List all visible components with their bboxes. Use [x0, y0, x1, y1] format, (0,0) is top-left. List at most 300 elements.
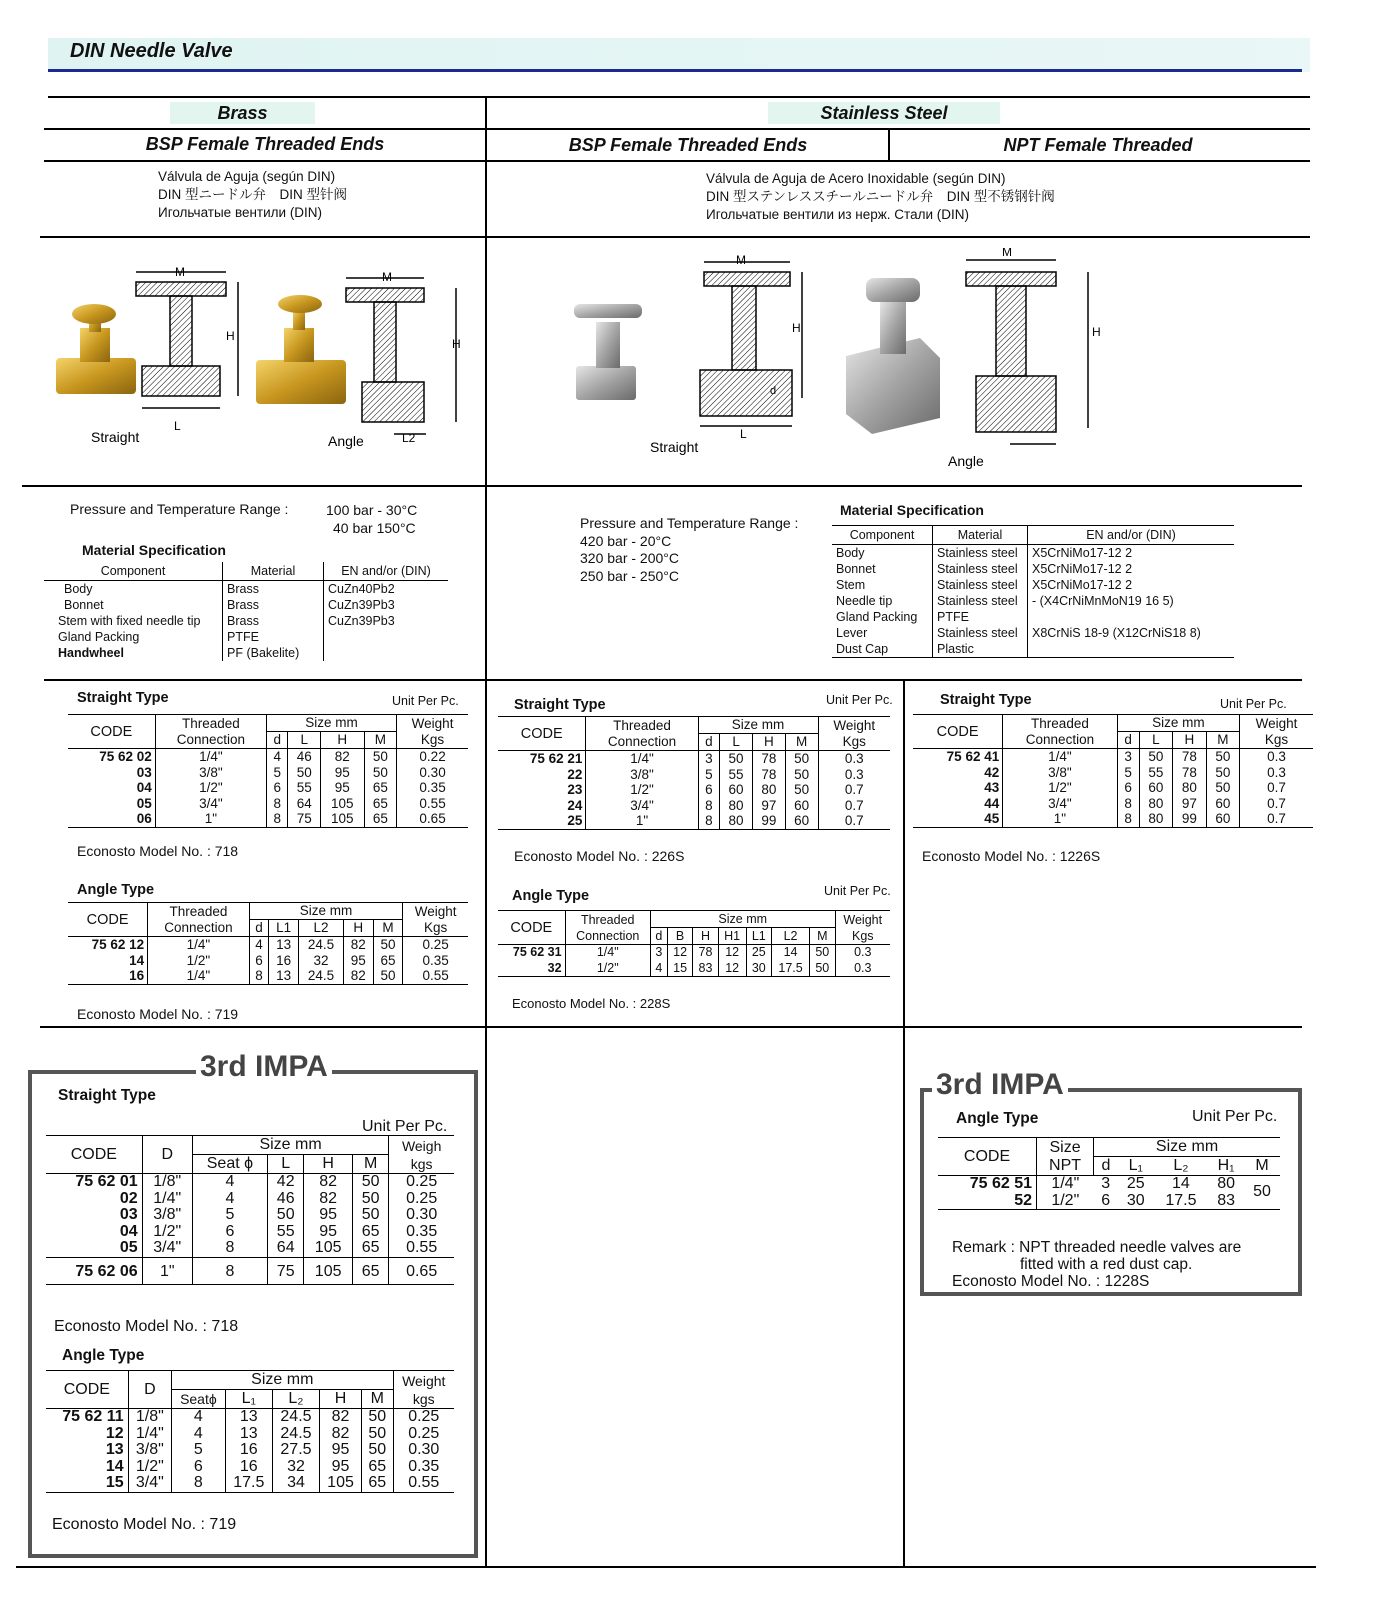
impa-right-title: 3rd IMPA [932, 1068, 1068, 1102]
table-cell: 50 [720, 751, 753, 767]
table-cell: 1/8" [128, 1409, 171, 1426]
table-cell: 50 [785, 782, 818, 798]
brass-straight-table [68, 714, 468, 828]
dim-l2-label: L2 [402, 431, 416, 445]
name-jp-cn: DIN 型ステンレススチールニードル弁 DIN 型不锈钢针阀 [706, 189, 1055, 204]
brass-material-table [44, 562, 448, 661]
cell: Stem [836, 578, 866, 592]
col-size-mm: Size mm [1094, 1138, 1280, 1157]
col-weight [389, 1136, 454, 1174]
ss-bsp-heading: BSP Female Threaded Ends [568, 135, 808, 155]
table-cell: 65 [352, 1240, 388, 1257]
col-size-mm: Size mm [650, 911, 835, 928]
table-cell: 13 [225, 1409, 272, 1426]
table-row [46, 1240, 454, 1257]
remark-line1: Remark : NPT threaded needle valves are [952, 1239, 1242, 1256]
table-cell: 78 [752, 767, 785, 783]
ss-straight-table [498, 716, 890, 830]
cell [1028, 641, 1235, 658]
col-L2: L2 [299, 920, 344, 937]
table-cell: 95 [304, 1224, 353, 1241]
code-cell: 75 62 02 [99, 749, 152, 764]
ss-valve-images [500, 248, 1120, 478]
table-cell: 0.30 [397, 765, 468, 781]
code-cell: 03 [119, 1206, 138, 1223]
table-cell: 80 [1217, 1175, 1235, 1192]
angle-caption: Angle [948, 453, 984, 469]
table-cell: 0.25 [393, 1426, 454, 1443]
table-row [913, 749, 1313, 765]
table-cell: 8 [267, 811, 288, 827]
table-cell: 0.55 [393, 1475, 454, 1492]
col-M: M [362, 1390, 394, 1409]
table-cell: 3/4" [142, 1240, 192, 1257]
table-cell: 16 [225, 1442, 272, 1459]
table-cell: 0.35 [389, 1224, 454, 1241]
table-cell: 1/2" [128, 1459, 171, 1476]
cell: Stainless steel [933, 625, 1028, 641]
table-cell: 0.65 [397, 811, 468, 827]
cell: Body [836, 546, 865, 560]
code-cell: 75 62 01 [75, 1173, 138, 1190]
table-cell: 14 [1172, 1175, 1190, 1192]
code-cell: 52 [938, 1193, 1037, 1210]
brass-bsp-heading: BSP Female Threaded Ends [145, 134, 385, 154]
table-cell: 3/4" [1003, 796, 1117, 812]
table-cell: 25 [746, 945, 771, 961]
col-H: H [304, 1155, 353, 1174]
table-cell: 82 [343, 937, 373, 953]
cell: Needle tip [836, 594, 893, 608]
divider [44, 128, 1310, 130]
straight-caption: Straight [650, 439, 699, 455]
table-row [68, 811, 468, 827]
table-cell: 80 [1139, 796, 1172, 812]
table-cell: 0.55 [397, 796, 468, 812]
table-cell: 42 [268, 1174, 304, 1191]
brass-angle-photo [256, 295, 346, 404]
code-cell: 75 62 41 [946, 749, 1000, 764]
table-cell: 50 [810, 945, 835, 961]
col-d: d [650, 928, 667, 945]
table-row [46, 1426, 454, 1443]
table-cell: 80 [752, 782, 785, 798]
col-component: Component [44, 562, 223, 581]
col-H: H [1173, 732, 1206, 749]
code-cell: 15 [46, 1475, 128, 1492]
code-cell: 24 [567, 797, 583, 813]
col-kgs-line: Kgs [851, 928, 874, 943]
table-cell: 1/4" [142, 1191, 192, 1208]
table-cell: 50 [362, 1409, 394, 1426]
table-cell: 105 [320, 811, 364, 827]
cell: Bonnet [836, 562, 876, 576]
col-d: d [698, 734, 720, 751]
code-cell: 13 [105, 1441, 124, 1458]
table-cell: 1" [155, 811, 266, 827]
table-cell: 4 [172, 1426, 226, 1443]
code-cell: 44 [984, 795, 1000, 811]
ss-straight-drawing [700, 262, 802, 426]
table-cell: 17.5 [225, 1475, 272, 1492]
table-cell: 50 [362, 1426, 394, 1443]
table-cell: 1/4" [128, 1426, 171, 1443]
table-row [498, 782, 890, 798]
table-cell: 65 [362, 1475, 394, 1492]
cell: X8CrNiS 18-9 (X12CrNiS18 8) [1028, 625, 1235, 641]
code-cell: 32 [498, 961, 565, 977]
table-cell: 80 [1173, 780, 1206, 796]
table-cell: 8 [698, 798, 720, 814]
table-cell: 55 [720, 767, 753, 783]
table-cell: 6 [192, 1224, 267, 1241]
unit-label: Unit Per Pc. [824, 884, 891, 898]
remark-line2: fitted with a red dust cap. [1020, 1256, 1193, 1273]
npt-straight-table [913, 714, 1313, 828]
table-cell: 1/4" [565, 945, 650, 961]
table-cell: 3/8" [1003, 765, 1117, 781]
col-L₁: L₁ [1118, 1157, 1154, 1176]
cell: Brass [223, 613, 324, 629]
col-threaded-line: Threaded [181, 715, 240, 731]
col-material: Material [933, 526, 1028, 545]
table-cell: 4 [192, 1174, 267, 1191]
brass-angle-heading: Angle Type [77, 882, 155, 898]
unit-label: Unit Per Pc. [1192, 1108, 1278, 1125]
brass-label: Brass [170, 102, 315, 124]
col-weight-line: Weight [414, 903, 457, 919]
stainless-label: Stainless Steel [768, 102, 1000, 124]
col-M: M [364, 732, 397, 749]
cell: X5CrNiMo17-12 2 [1028, 577, 1235, 593]
table-cell: 65 [364, 780, 397, 796]
table-cell: 50 [1206, 780, 1239, 796]
cell: Stainless steel [933, 561, 1028, 577]
ss-straight-photo [574, 304, 642, 400]
table-cell: 0.30 [389, 1207, 454, 1224]
table-cell: 8 [249, 968, 269, 984]
col-connection-line: Connection [176, 731, 246, 747]
table-cell: 24.5 [299, 937, 344, 953]
col-threaded-line: Threaded [613, 717, 671, 733]
table-cell: 83 [1208, 1193, 1244, 1210]
table-cell: 3 [1101, 1175, 1111, 1192]
table-cell: 0.3 [835, 961, 890, 977]
table-cell: 1/2" [565, 961, 650, 977]
table-cell: 50 [352, 1207, 388, 1224]
table-cell: 1/2" [148, 953, 250, 969]
m-value: 50 [1244, 1176, 1280, 1210]
unit-label: Unit Per Pc. [392, 694, 459, 708]
brass-straight-drawing [136, 272, 238, 408]
table-row [68, 968, 468, 984]
table-row [498, 945, 890, 961]
brass-straight-photo [56, 304, 136, 394]
table-cell: 97 [1173, 796, 1206, 812]
table-cell: 60 [720, 782, 753, 798]
table-cell: 50 [1206, 765, 1239, 781]
code-cell: 04 [136, 780, 152, 795]
table-cell: 105 [320, 796, 364, 812]
table-cell: 80 [720, 798, 753, 814]
table-cell: 15 [667, 961, 692, 977]
cell [1028, 609, 1235, 625]
col-weight-line: Weight [411, 715, 454, 731]
title-banner [48, 38, 1310, 72]
table-row [832, 561, 1234, 577]
table-cell: 17.5 [1154, 1193, 1208, 1210]
col-H: H [320, 1390, 362, 1409]
table-row [913, 811, 1313, 827]
table-row [46, 1409, 454, 1426]
table-cell: 55 [1139, 765, 1172, 781]
ss-npt-heading: NPT Female Threaded [1003, 135, 1193, 155]
impa-left-title: 3rd IMPA [196, 1050, 332, 1084]
angle-caption: Angle [328, 433, 364, 449]
table-cell: 64 [288, 796, 321, 812]
col-kgs-line: kgs [412, 1390, 435, 1407]
col-code: CODE [46, 1371, 128, 1409]
table-cell: 6 [249, 953, 269, 969]
col-d: D [128, 1371, 171, 1409]
table-row [46, 1191, 454, 1208]
col-kgs-line: Kgs [420, 731, 445, 747]
model-number: Econosto Model No. : 718 [54, 1318, 239, 1335]
table-cell: 0.35 [403, 953, 468, 969]
cell: PTFE [933, 609, 1028, 625]
table-cell: 1/8" [142, 1174, 192, 1191]
col-threaded-line: Threaded [1031, 715, 1089, 731]
col-weight-line: Weight [833, 717, 876, 733]
table-cell: 50 [373, 968, 403, 984]
model-number: Econosto Model No. : 228S [512, 996, 671, 1011]
table-cell: 13 [269, 937, 299, 953]
name-ru: Игольчатые вентили (DIN) [158, 205, 323, 220]
col-H: H [752, 734, 785, 751]
code-cell: 75 62 21 [529, 751, 583, 766]
table-row [498, 813, 890, 829]
dim-h-label: H [226, 329, 235, 343]
table-cell: 5 [1117, 765, 1139, 781]
table-cell: 64 [268, 1240, 304, 1257]
table-cell: 1/2" [155, 780, 266, 796]
table-cell: 1/4" [148, 968, 250, 984]
col-size-line: Size [1049, 1138, 1081, 1156]
table-cell: 1/4" [155, 749, 266, 765]
table-row [44, 613, 448, 629]
cell: X5CrNiMo17-12 2 [1028, 545, 1235, 562]
model-number: Econosto Model No. : 719 [77, 1006, 239, 1022]
table-cell: 95 [320, 1459, 362, 1476]
table-row [46, 1459, 454, 1476]
impa-angle-heading: Angle Type [956, 1110, 1039, 1127]
table-cell: 3 [650, 945, 667, 961]
table-cell: 78 [693, 945, 718, 961]
table-cell: 80 [1139, 811, 1172, 827]
col-size-mm: Size mm [249, 903, 403, 920]
table-cell: 55 [288, 780, 321, 796]
table-cell: 50 [1206, 749, 1239, 765]
cell: Stem with fixed needle tip [58, 614, 201, 628]
cell [324, 629, 449, 645]
table-cell: 65 [352, 1257, 388, 1285]
dim-h-label: H [792, 321, 801, 335]
col-H₁: H₁ [1208, 1157, 1244, 1176]
table-row [913, 796, 1313, 812]
table-cell: 0.25 [389, 1174, 454, 1191]
table-cell: 82 [343, 968, 373, 984]
col-threaded [586, 717, 698, 751]
code-cell: 14 [129, 952, 145, 968]
table-row [832, 609, 1234, 625]
table-cell: 95 [343, 953, 373, 969]
dim-m-label: M [736, 253, 746, 267]
col-weight [1240, 715, 1313, 749]
ss-angle-drawing [966, 260, 1088, 444]
model-number: Econosto Model No. : 718 [77, 843, 239, 859]
col-kgs-line: Kgs [424, 919, 448, 935]
table-cell: 3/4" [128, 1475, 171, 1492]
table-cell: 83 [693, 961, 718, 977]
table-cell: 0.7 [818, 798, 890, 814]
table-cell: 0.7 [818, 782, 890, 798]
table-cell: 0.7 [1240, 811, 1313, 827]
table-cell: 0.55 [403, 968, 468, 984]
unit-label: Unit Per Pc. [362, 1118, 448, 1135]
cell [324, 645, 449, 661]
col-size-mm: Size mm [698, 717, 818, 734]
code-cell: 22 [567, 766, 583, 782]
table-cell: 1/2" [1003, 780, 1117, 796]
col-threaded-line: Threaded [580, 912, 635, 927]
col-L2: L2 [772, 928, 810, 945]
ss-angle-table [498, 910, 890, 977]
table-cell: 17.5 [772, 961, 810, 977]
table-cell: 14 [772, 945, 810, 961]
table-cell: 50 [364, 749, 397, 765]
table-cell: 97 [752, 798, 785, 814]
table-cell: 4 [267, 749, 288, 765]
divider [22, 485, 1302, 487]
col-code: CODE [68, 715, 155, 749]
table-row [938, 1176, 1280, 1193]
table-cell: 3/4" [155, 796, 266, 812]
table-row [498, 767, 890, 783]
table-row [832, 545, 1234, 562]
table-cell: 0.25 [393, 1409, 454, 1426]
ss-angle-photo [846, 278, 940, 434]
table-cell: 8 [192, 1240, 267, 1257]
table-cell: 50 [352, 1191, 388, 1208]
table-row [68, 937, 468, 953]
table-cell: 0.3 [835, 945, 890, 961]
table-cell: 50 [362, 1442, 394, 1459]
cell: Dust Cap [832, 641, 933, 658]
table-cell: 50 [364, 765, 397, 781]
col-H1: H1 [718, 928, 746, 945]
table-cell: 0.55 [389, 1240, 454, 1257]
code-cell: 12 [105, 1424, 124, 1442]
code-cell: 04 [119, 1222, 138, 1240]
table-cell: 60 [1139, 780, 1172, 796]
col-L: L [720, 734, 753, 751]
col-weight [393, 1371, 454, 1409]
table-row [44, 645, 448, 661]
table-row [498, 751, 890, 767]
table-cell: 99 [1173, 811, 1206, 827]
model-number: Econosto Model No. : 226S [514, 848, 685, 864]
table-cell: 1/4" [586, 751, 698, 767]
table-cell: 95 [320, 780, 364, 796]
table-cell: 0.25 [389, 1191, 454, 1208]
title-underline [48, 69, 1302, 72]
ss-pressure-line: 420 bar - 20°C [580, 533, 672, 549]
ss-pressure-line: 320 bar - 200°C [580, 550, 679, 566]
col-L1: L1 [746, 928, 771, 945]
table-cell: 12 [718, 961, 746, 977]
table-cell: 5 [698, 767, 720, 783]
divider [44, 679, 1302, 681]
code-cell: 05 [136, 795, 152, 811]
table-cell: 75 [268, 1257, 304, 1285]
table-cell: 32 [299, 953, 344, 969]
col-weight [835, 911, 890, 945]
table-cell: 3/8" [142, 1207, 192, 1224]
model-number: Econosto Model No. : 719 [52, 1516, 237, 1533]
table-cell: 50 [1139, 749, 1172, 765]
col-kgs-line: Kgs [842, 733, 866, 749]
table-cell: 0.7 [1240, 796, 1313, 812]
table-cell: 6 [1117, 780, 1139, 796]
col-weight [397, 715, 468, 749]
unit-label: Unit Per Pc. [826, 693, 893, 707]
table-cell: 1/2" [586, 782, 698, 798]
table-row [832, 641, 1234, 658]
table-cell: 3/8" [128, 1442, 171, 1459]
code-cell: 75 62 51 [969, 1175, 1033, 1192]
cell: Stainless steel [933, 545, 1028, 562]
code-cell: 05 [46, 1240, 142, 1257]
table-cell: 50 [810, 961, 835, 977]
table-row [46, 1207, 454, 1224]
code-cell: 45 [913, 811, 1003, 827]
cell: Stainless steel [933, 577, 1028, 593]
col-connection-line: Connection [607, 733, 677, 749]
table-cell: 1/4" [148, 937, 250, 953]
table-cell: 75 [288, 811, 321, 827]
brass-angle-table [68, 902, 468, 985]
table-cell: 8 [1117, 811, 1139, 827]
straight-caption: Straight [91, 429, 140, 445]
table-cell: 1/4" [1003, 749, 1117, 765]
name-es: Válvula de Aguja (según DIN) [158, 169, 336, 184]
ss-straight-heading: Straight Type [514, 697, 606, 713]
ss-material-table [832, 525, 1234, 658]
col-L: L [288, 732, 321, 749]
table-cell: 95 [320, 765, 364, 781]
table-cell: 1/4" [1037, 1176, 1094, 1193]
col-weight [818, 717, 890, 751]
cell: CuZn39Pb3 [324, 597, 449, 613]
col-code: CODE [68, 903, 148, 937]
impa-angle-heading: Angle Type [62, 1347, 145, 1364]
table-cell: 30 [1118, 1193, 1154, 1210]
col-M: M [1206, 732, 1239, 749]
table-cell: 4 [249, 937, 269, 953]
col-M: M [785, 734, 818, 751]
col-M: M [1244, 1157, 1280, 1176]
table-cell: 65 [364, 811, 397, 827]
